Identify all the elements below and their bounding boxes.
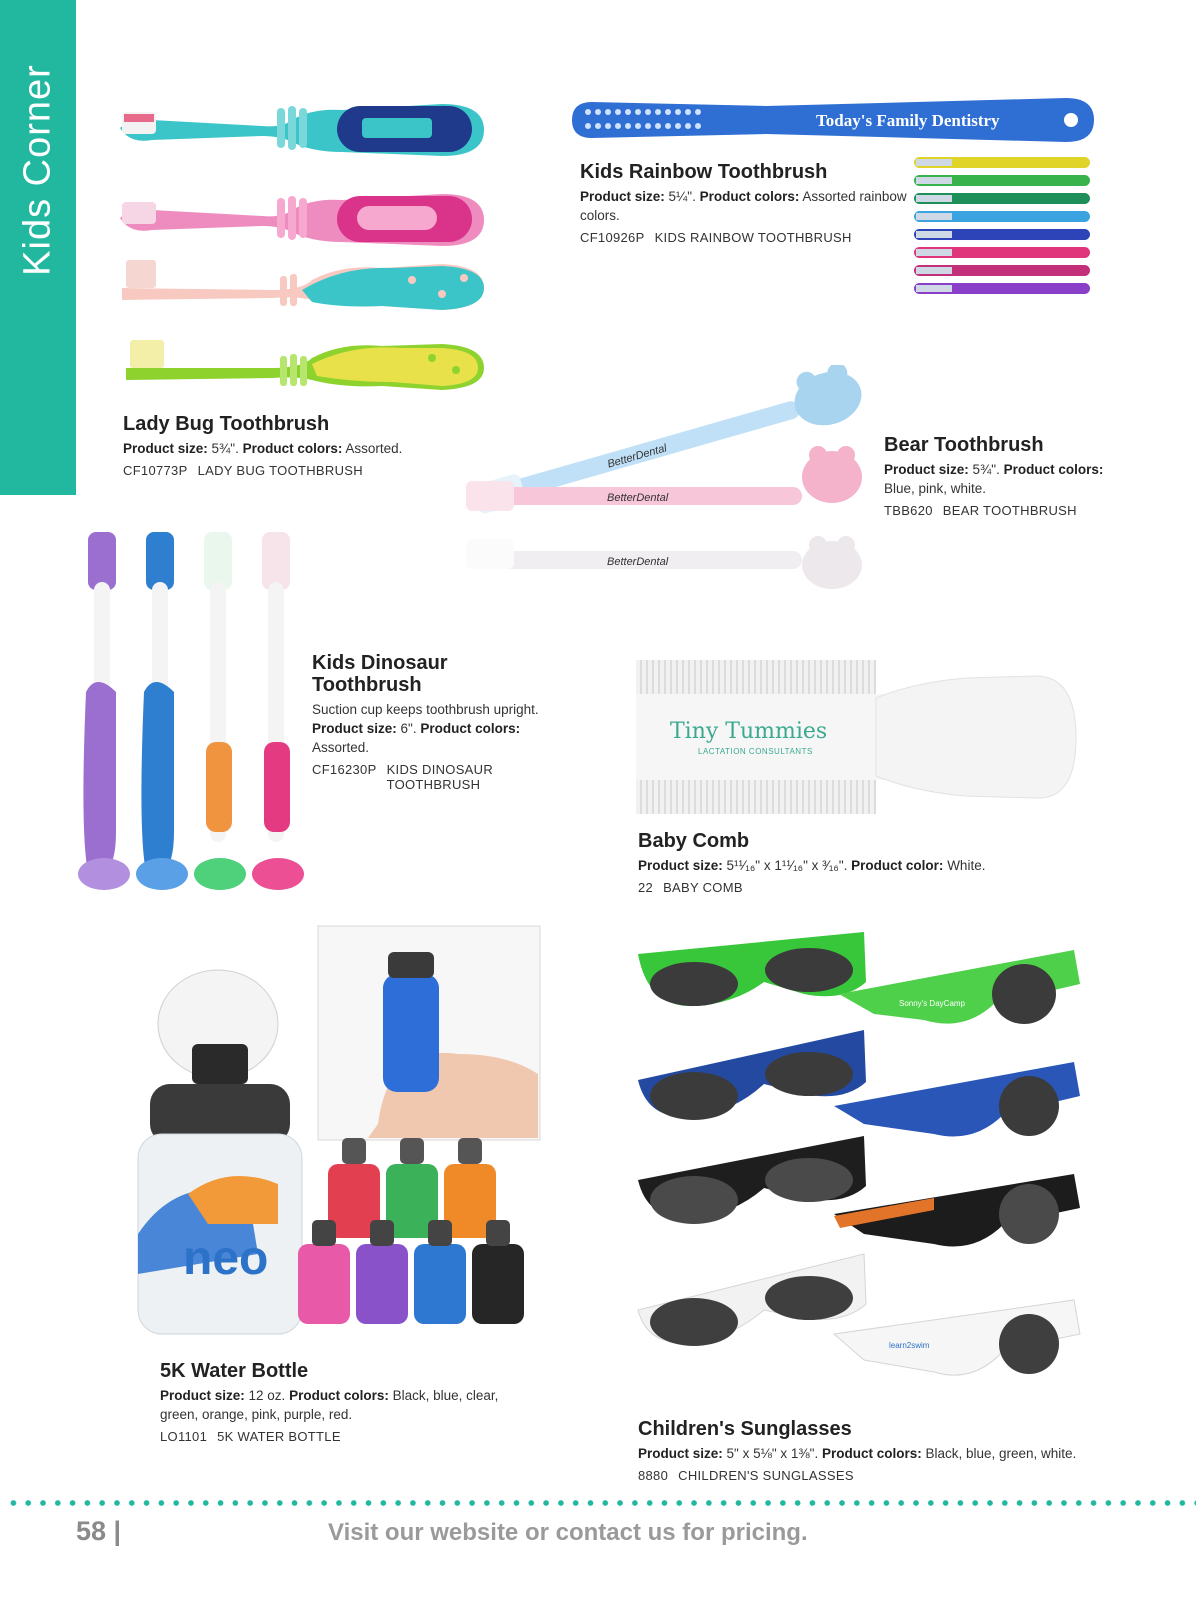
product-sku: CF10926P KIDS RAINBOW TOOTHBRUSH — [580, 230, 852, 245]
dinosaur-toothbrush-image — [76, 532, 306, 902]
page-number: 58 | — [76, 1516, 122, 1546]
product-sku: 8880 CHILDREN'S SUNGLASSES — [638, 1468, 854, 1483]
pricing-note: Visit our website or contact us for pricing. — [328, 1519, 808, 1546]
comb-imprint-sub: LACTATION CONSULTANTS — [698, 747, 813, 756]
sunglasses-imprint-b: learn2swim — [889, 1341, 930, 1350]
product-name: Lady Bug Toothbrush — [123, 413, 330, 435]
sunglasses-image — [634, 924, 1094, 1414]
water-bottle-image — [128, 924, 548, 1344]
comb-imprint-title: Tiny Tummies — [670, 719, 828, 744]
product-sku: 22 BABY COMB — [638, 880, 743, 895]
sunglasses-info — [638, 1418, 1098, 1483]
product-sku: CF16230P KIDS DINOSAUR TOOTHBRUSH — [312, 762, 494, 792]
dinosaur-toothbrush-info — [312, 652, 562, 792]
rainbow-toothbrush-info — [580, 161, 910, 245]
product-sku: LO1101 5K WATER BOTTLE — [160, 1429, 341, 1444]
bear-imprint: BetterDental — [606, 442, 669, 471]
product-description: Suction cup keeps toothbrush upright. Product size: 6". Product colors: Assorted. — [312, 702, 539, 755]
product-description: Product size: 5¹¹⁄₁₆" x 1¹¹⁄₁₆" x ³⁄₁₆". Product color: White. — [638, 858, 986, 873]
product-name: Kids Rainbow Toothbrush — [580, 161, 828, 183]
product-description: Product size: 5¼". Product colors: Assorted rainbow colors. — [580, 189, 907, 223]
footer-divider — [6, 1500, 1196, 1506]
product-description: Product size: 5¾". Product colors: Blue, pink, white. — [884, 462, 1104, 496]
product-name: Baby Comb — [638, 830, 750, 852]
product-name: 5K Water Bottle — [160, 1360, 309, 1382]
water-bottle-info — [160, 1360, 520, 1444]
product-sku: TBB620 BEAR TOOTHBRUSH — [884, 503, 1077, 518]
rainbow-toothbrush-image — [566, 94, 1096, 146]
rainbow-toothbrush-set-image — [914, 155, 1094, 305]
product-name: Bear Toothbrush — [884, 434, 1044, 456]
product-description: Product size: 5" x 5⅛" x 1⅜". Product colors: Black, blue, green, white. — [638, 1446, 1077, 1461]
rainbow-imprint: Today's Family Dentistry — [816, 111, 1000, 130]
section-title: Kids Corner — [16, 64, 59, 276]
product-description: Product size: 12 oz. Product colors: Black, blue, clear, green, orange, pink, purple, red. — [160, 1388, 499, 1422]
bottle-imprint: neo — [183, 1232, 269, 1285]
baby-comb-image — [636, 658, 1116, 816]
ladybug-toothbrush-image — [112, 90, 492, 410]
sunglasses-imprint-a: Sonny's DayCamp — [899, 999, 965, 1008]
product-name: Children's Sunglasses — [638, 1418, 852, 1440]
bear-imprint: BetterDental — [607, 492, 669, 504]
section-tab — [0, 0, 76, 495]
ladybug-toothbrush-info — [123, 413, 453, 478]
bear-imprint: BetterDental — [607, 556, 669, 568]
bear-toothbrush-info — [884, 434, 1124, 518]
bear-toothbrush-image — [462, 365, 882, 605]
product-name: Kids Dinosaur Toothbrush — [312, 652, 448, 696]
product-description: Product size: 5¾". Product colors: Assorted. — [123, 441, 403, 456]
baby-comb-info — [638, 830, 1058, 895]
product-sku: CF10773P LADY BUG TOOTHBRUSH — [123, 463, 363, 478]
